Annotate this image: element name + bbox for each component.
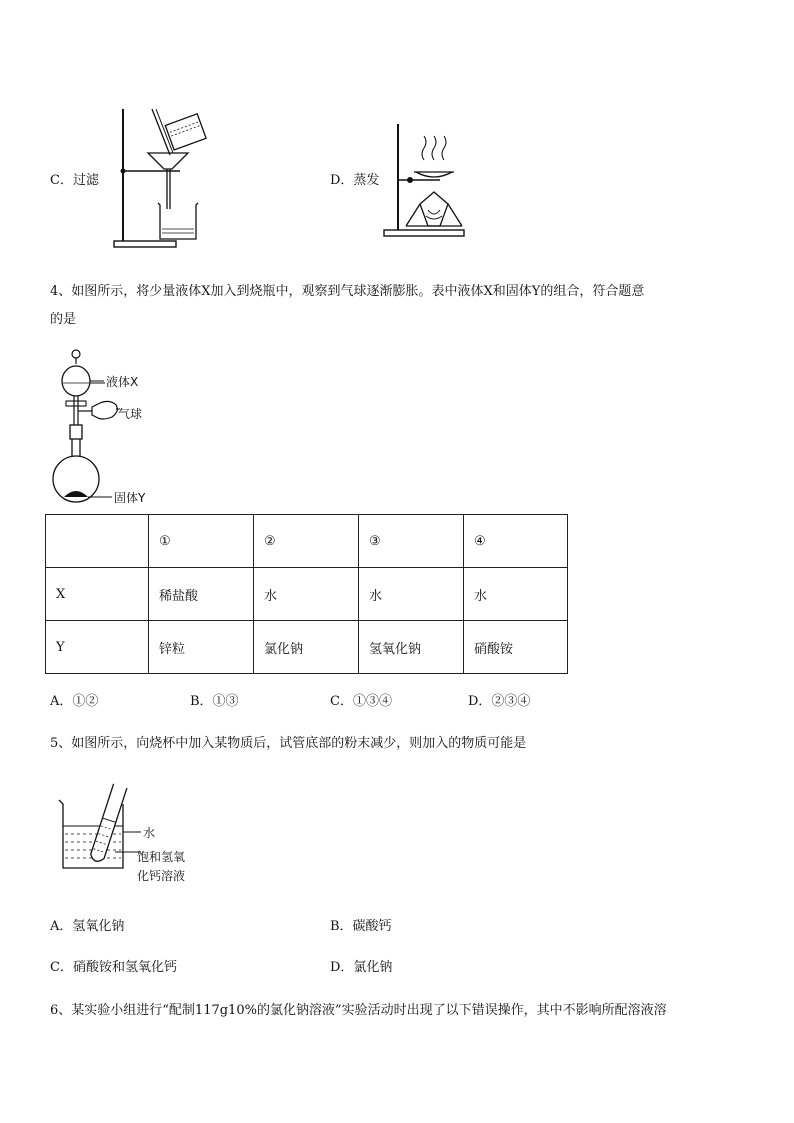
beaker-test-tube-figure: [55, 780, 150, 875]
q4-stem-line2: 的是: [50, 312, 77, 327]
label-solid-y: 固体Y: [114, 491, 146, 505]
table-cell: 稀盐酸: [149, 568, 254, 621]
table-cell: ①: [149, 515, 254, 568]
q4-option-c: C．①③④: [330, 694, 392, 709]
table-cell: 水: [254, 568, 359, 621]
table-row: [46, 515, 568, 568]
table-row: [46, 568, 568, 621]
table-cell: ④: [464, 515, 568, 568]
q4-option-d: D．②③④: [468, 694, 531, 709]
table-cell: 氯化钠: [254, 621, 359, 674]
q3-option-d: D．蒸发: [330, 173, 380, 188]
q5-option-d: D．氯化钠: [330, 960, 393, 975]
table-cell: 锌粒: [149, 621, 254, 674]
label-balloon: 气球: [118, 407, 143, 421]
label-liquid-x: 液体X: [106, 375, 139, 389]
label-solution-line1: 饱和氢氧: [137, 850, 186, 864]
q4-stem-line1: 4、如图所示，将少量液体X加入到烧瓶中，观察到气球逐渐膨胀。表中液体X和固体Y的组合，符合题意: [50, 284, 645, 299]
q4-combination-table: [45, 514, 568, 674]
q3-option-c: C．过滤: [50, 173, 99, 188]
q5-option-a: A．氢氧化钠: [50, 919, 125, 934]
q5-option-b: B．碳酸钙: [330, 919, 392, 934]
label-water: 水: [143, 826, 156, 840]
table-cell: Y: [46, 621, 149, 674]
table-row: [46, 621, 568, 674]
q4-option-a: A．①②: [50, 694, 99, 709]
table-cell: ②: [254, 515, 359, 568]
q6-stem: 6、某实验小组进行“配制117g10%的氯化钠溶液”实验活动时出现了以下错误操作，其中不影响所配溶液溶: [50, 1003, 667, 1018]
table-cell: ③: [359, 515, 464, 568]
label-solution-line2: 化钙溶液: [137, 869, 186, 883]
table-cell: 氢氧化钠: [359, 621, 464, 674]
q4-option-b: B．①③: [190, 694, 239, 709]
table-cell: 硝酸铵: [464, 621, 568, 674]
table-cell: X: [46, 568, 149, 621]
table-cell: [46, 515, 149, 568]
q5-stem: 5、如图所示，向烧杯中加入某物质后，试管底部的粉末减少，则加入的物质可能是: [50, 736, 527, 751]
flask-balloon-figure: [50, 345, 160, 510]
evaporation-apparatus-figure: [380, 120, 470, 240]
filtration-apparatus-figure: [110, 105, 215, 250]
q5-option-c: C．硝酸铵和氢氧化钙: [50, 960, 177, 975]
table-cell: 水: [464, 568, 568, 621]
table-cell: 水: [359, 568, 464, 621]
